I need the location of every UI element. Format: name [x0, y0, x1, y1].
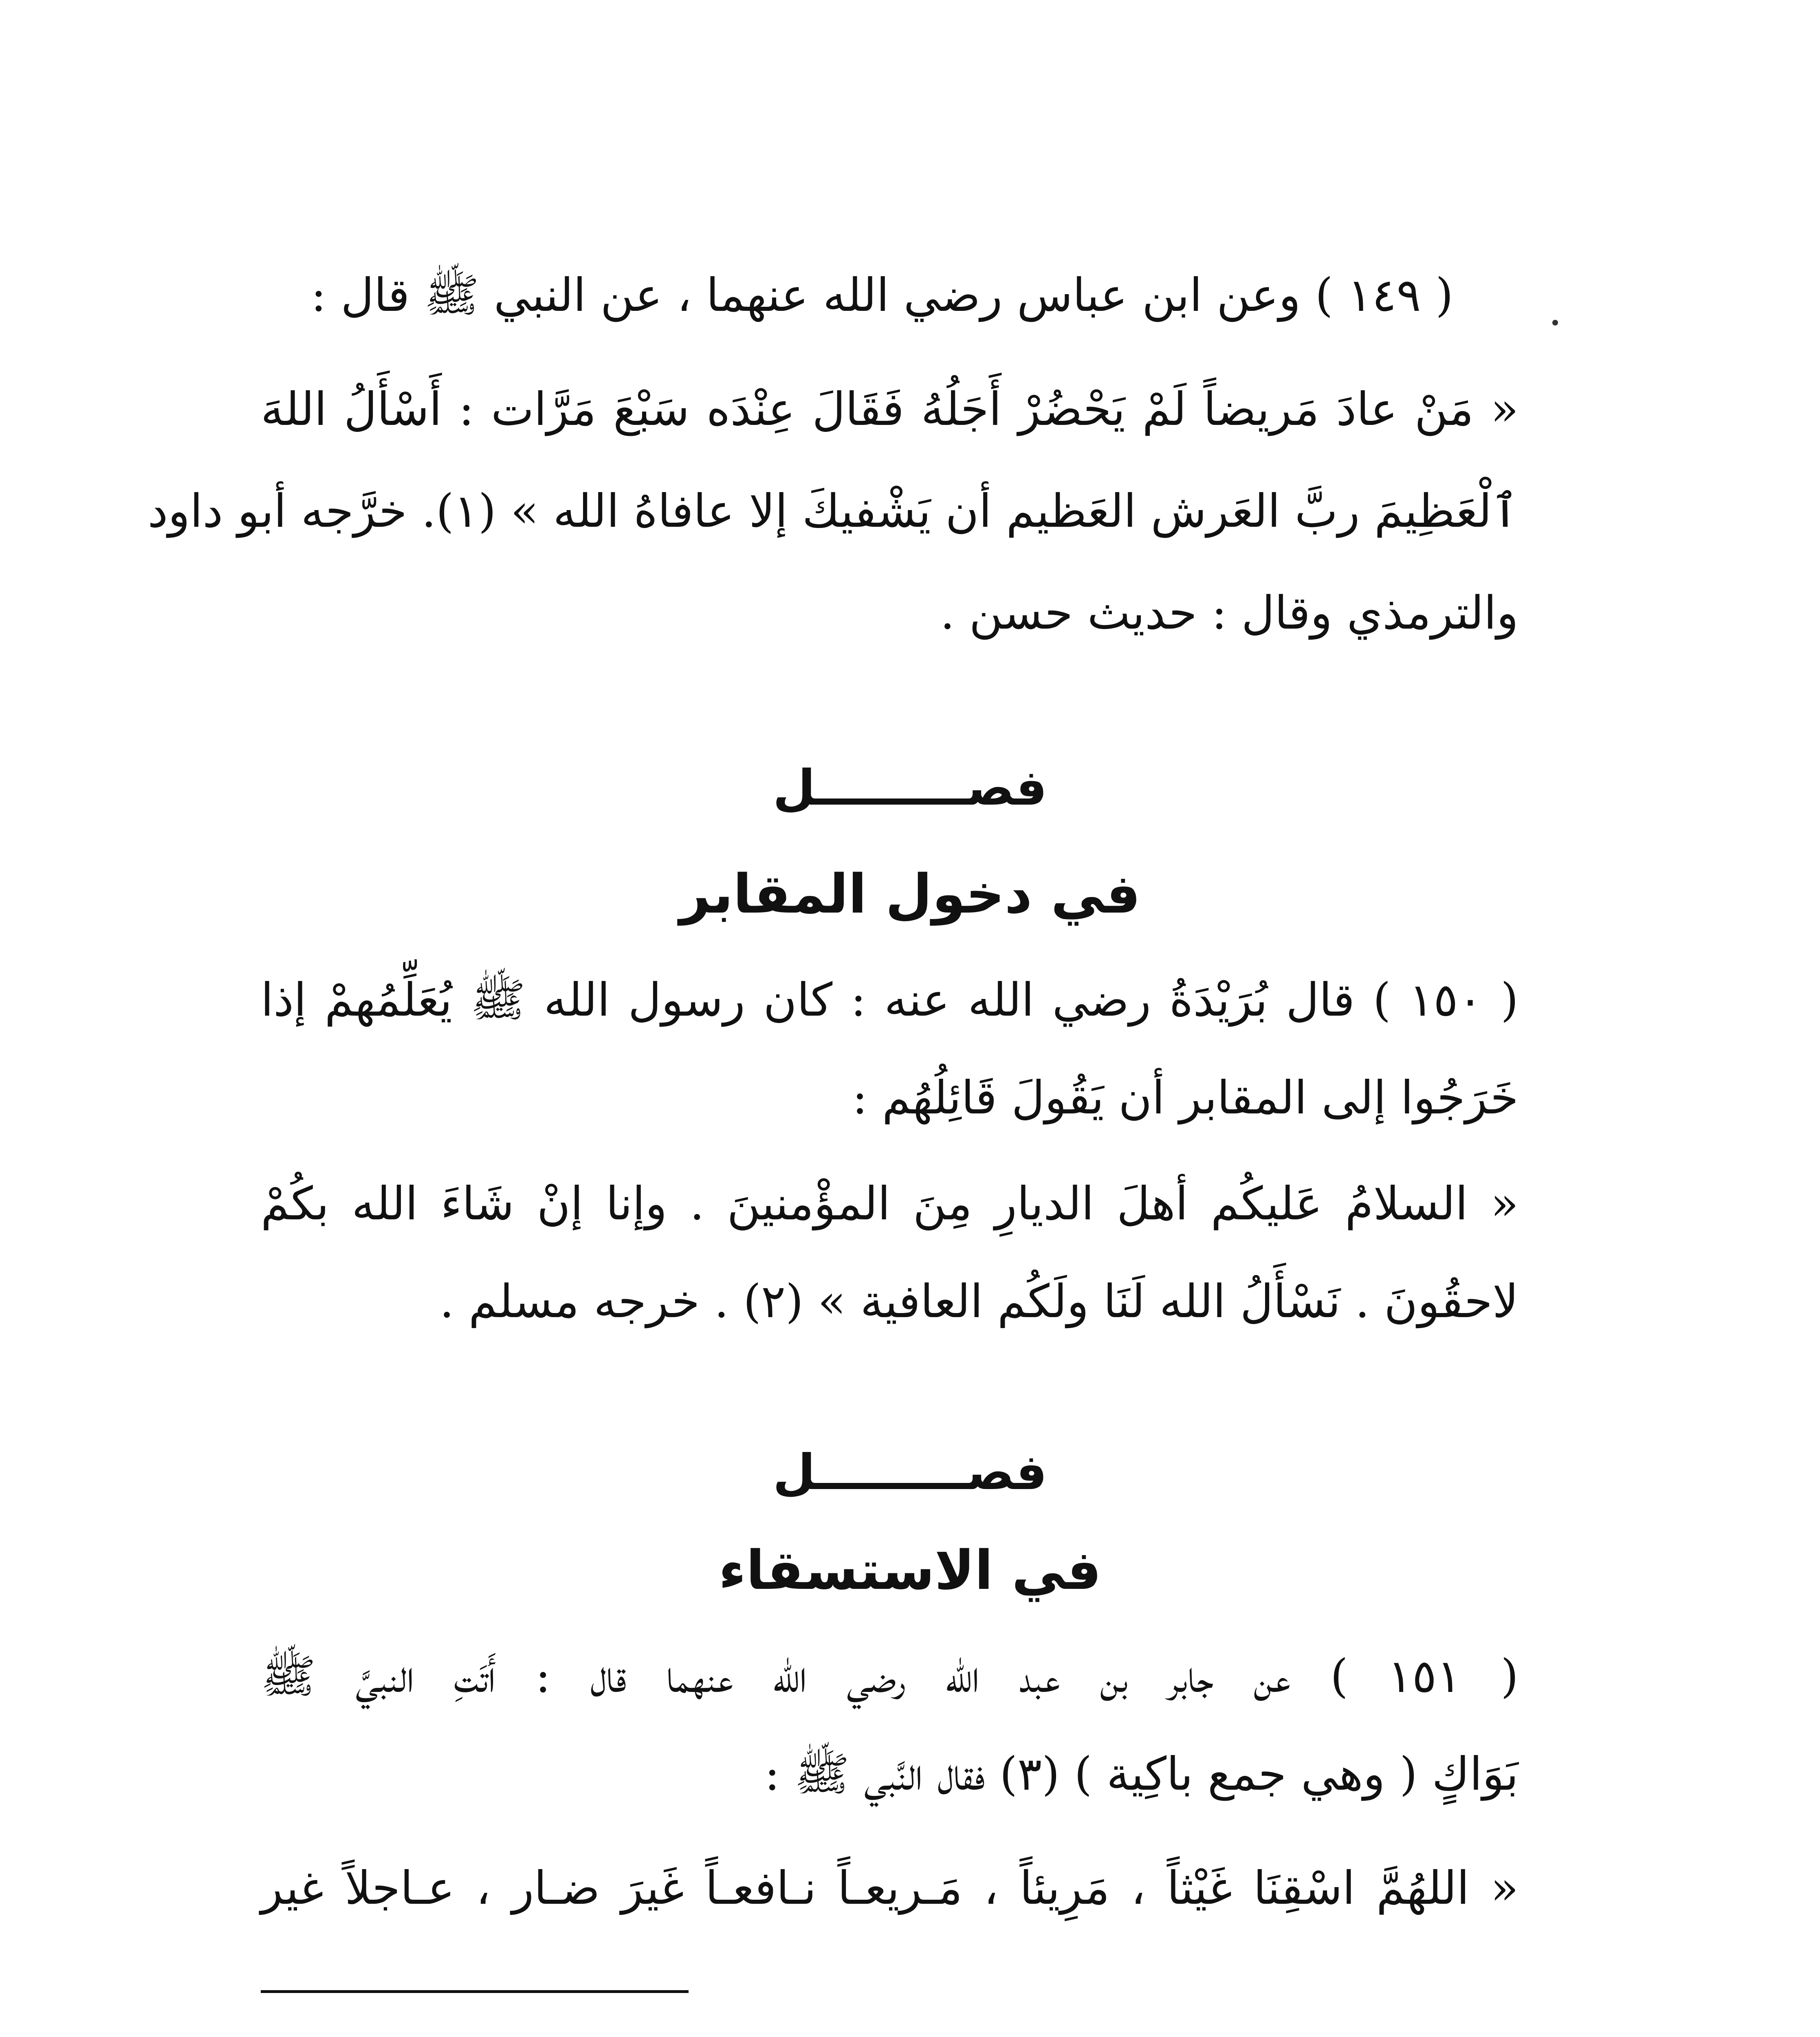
fasl-heading-1: فصـــــــــل	[772, 760, 1048, 816]
hadith-151-line-1: ( ١٥١ ) عن جابر بن عبد الله رضي الله عنهما قال : أَتَتِ النبيَّ ﷺ	[261, 1650, 1519, 1703]
section-title-rain-prayer: في الاستسقاء	[718, 1539, 1102, 1602]
hadith-150-line-3: « السلامُ عَليكُم أهلَ الديارِ مِنَ المؤْمنينَ . وإنا إنْ شَاءَ الله بكُمْ	[261, 1177, 1519, 1230]
footnote-1	[261, 2033, 1519, 2037]
hadith-151-line-3: « اللهُمَّ اسْقِنَا غَيْثاً ، مَرِيئاً ، مَـريعـاً نـافعـاً غَيرَ ضـار ، عـاجلاً غير	[261, 1862, 1519, 1915]
fasl-heading-2: فصـــــــــل	[772, 1444, 1048, 1501]
hadith-149-line-1: ( ١٤٩ ) وعن ابن عباس رضي الله عنهما ، عن النبي ﷺ قال :	[311, 269, 1453, 322]
hadith-149-line-4: والترمذي وقال : حديث حسن .	[940, 587, 1519, 640]
section-title-graves: في دخول المقابر	[679, 863, 1141, 926]
hadith-151-line-2: بَوَاكٍ ( وهي جمع باكِية ) (٣) فقال النَّبي ﷺ :	[764, 1748, 1519, 1801]
scan-speck	[1552, 320, 1558, 326]
hadith-150-line-4: لاحقُونَ . نَسْأَلُ الله لَنَا ولَكُم العافية » (٢) . خرجه مسلم .	[439, 1275, 1519, 1328]
footnote-separator	[261, 1990, 689, 1993]
hadith-150-line-2: خَرَجُوا إلى المقابر أن يَقُولَ قَائِلُهُم :	[852, 1071, 1519, 1124]
hadith-150-line-1: ( ١٥٠ ) قال بُرَيْدَةُ رضي الله عنه : كان رسول الله ﷺ يُعَلِّمُهمْ إذا	[261, 974, 1519, 1027]
hadith-149-line-3: ٱلْعَظِيمَ ربَّ العَرش العَظيم أن يَشْفيكَ إلا عافاهُ الله » (١). خرَّجه أبو داود	[147, 485, 1519, 538]
hadith-149-line-2: « مَنْ عادَ مَريضاً لَمْ يَحْضُرْ أَجَلُهُ فَقَالَ عِنْدَه سَبْعَ مَرَّات : أَسْأَلُ اللهَ	[261, 383, 1519, 436]
